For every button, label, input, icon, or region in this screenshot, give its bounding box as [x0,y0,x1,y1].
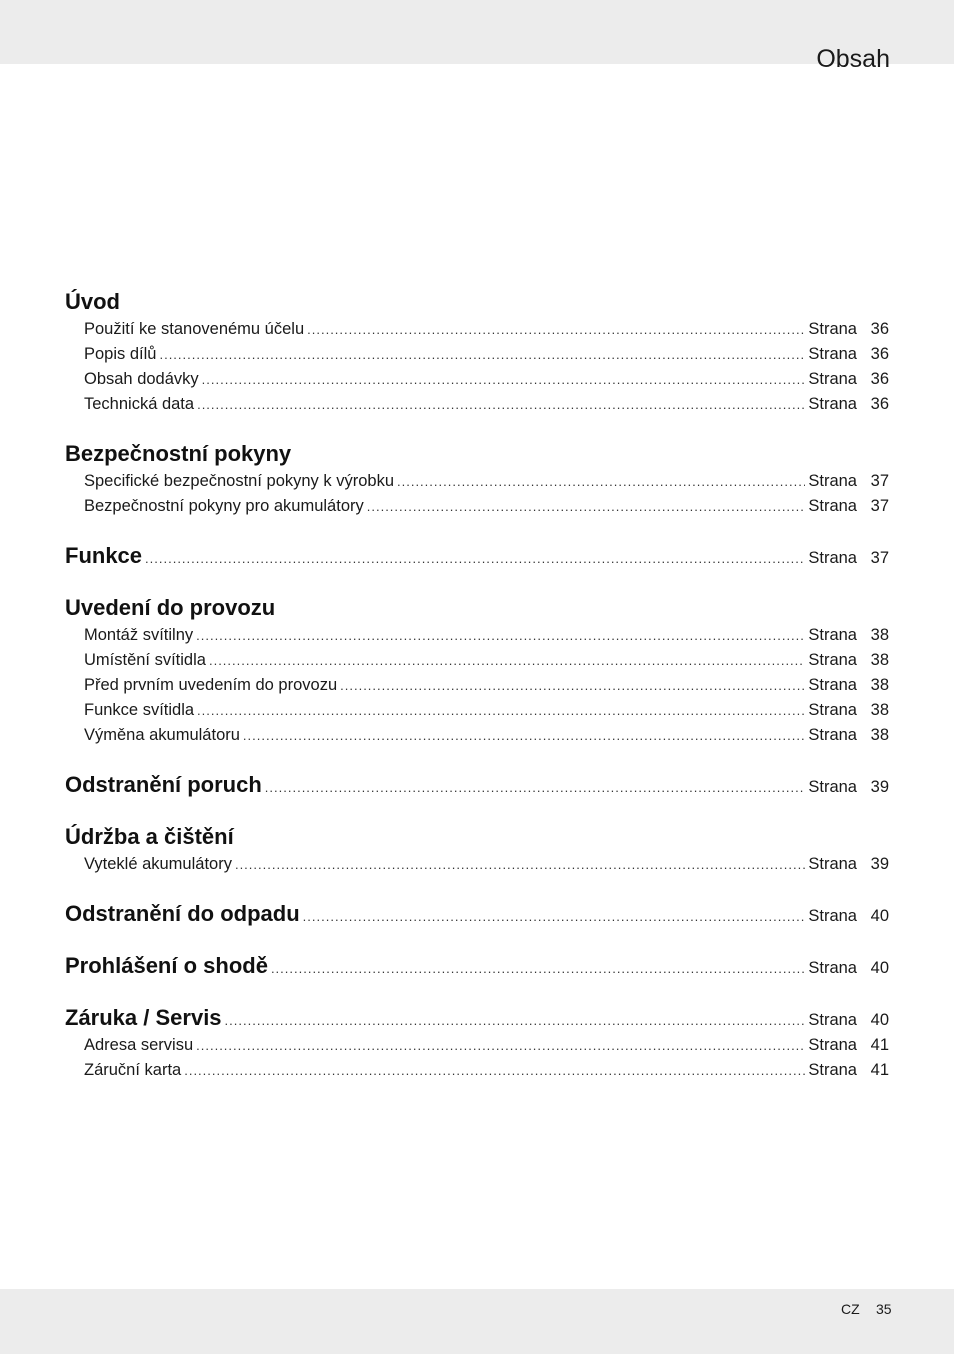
toc-page-number: 36 [870,320,889,338]
toc-dot-leader [271,954,805,984]
toc-section [65,770,889,800]
toc-section [65,593,889,748]
toc-dot-leader [145,544,805,574]
toc-dot-leader [209,648,805,673]
toc-heading-label: Odstranění poruch [65,772,262,797]
toc-heading-label: Uvedení do provozu [65,595,276,620]
toc-section [65,822,889,877]
toc-entry-label: Výměna akumulátoru [84,726,240,744]
toc-page-number: 36 [870,345,889,363]
toc-page-prefix: Strana [808,345,857,363]
toc-entry-label: Vyteklé akumulátory [84,855,232,873]
toc-heading[interactable] [65,770,889,800]
toc-dot-leader [202,367,806,392]
toc-entry-label: Technická data [84,395,195,413]
toc-page-number: 38 [870,651,889,669]
toc-page-prefix: Strana [808,497,857,515]
toc-section [65,899,889,929]
toc-page-prefix: Strana [808,370,857,388]
toc-page-prefix: Strana [808,1061,857,1079]
toc-dot-leader [197,392,805,417]
toc-dot-leader [265,773,806,803]
toc-heading[interactable] [65,541,889,571]
toc-page-prefix: Strana [808,855,857,873]
toc-page-prefix: Strana [808,701,857,719]
toc-section [65,287,889,417]
toc-dot-leader [303,902,806,932]
toc-page-number: 37 [870,549,889,567]
toc-entry-label: Bezpečnostní pokyny pro akumulátory [84,497,364,515]
footer-band [0,1289,954,1354]
toc-heading[interactable] [65,899,889,929]
toc-entry-label: Specifické bezpečnostní pokyny k výrobku [84,472,394,490]
toc-entry[interactable] [65,673,889,698]
table-of-contents [65,287,889,1105]
toc-entry-label: Funkce svítidla [84,701,195,719]
toc-entry-label: Montáž svítilny [84,626,194,644]
toc-entry[interactable] [65,317,889,342]
toc-page-number: 36 [870,370,889,388]
footer-language-code: CZ [841,1301,860,1317]
toc-heading-label: Úvod [65,289,120,314]
toc-page-prefix: Strana [808,549,857,567]
toc-entry[interactable] [65,494,889,519]
toc-heading[interactable] [65,951,889,981]
toc-page-number: 39 [870,855,889,873]
toc-page-number: 41 [870,1036,889,1054]
toc-page-number: 37 [870,497,889,515]
toc-page-prefix: Strana [808,676,857,694]
toc-heading[interactable] [65,822,889,852]
toc-page-prefix: Strana [808,726,857,744]
toc-section [65,1003,889,1083]
toc-dot-leader [184,1058,805,1083]
toc-entry[interactable] [65,648,889,673]
toc-heading[interactable] [65,439,889,469]
toc-dot-leader [397,469,805,494]
toc-page-prefix: Strana [808,959,857,977]
toc-section [65,439,889,519]
toc-heading[interactable] [65,593,889,623]
toc-page-prefix: Strana [808,320,857,338]
toc-dot-leader [159,342,805,367]
toc-heading-label: Záruka / Servis [65,1005,222,1030]
toc-heading-label: Funkce [65,543,143,568]
toc-section [65,951,889,981]
toc-dot-leader [196,623,805,648]
toc-page-number: 38 [870,626,889,644]
toc-heading-label: Prohlášení o shodě [65,953,268,978]
toc-entry[interactable] [65,342,889,367]
toc-heading[interactable] [65,287,889,317]
toc-entry[interactable] [65,392,889,417]
toc-page-prefix: Strana [808,651,857,669]
toc-page-prefix: Strana [808,778,857,796]
toc-dot-leader [307,317,805,342]
toc-entry-label: Obsah dodávky [84,370,199,388]
toc-dot-leader [235,852,805,877]
toc-entry-label: Adresa servisu [84,1036,194,1054]
toc-entry[interactable] [65,698,889,723]
toc-page-prefix: Strana [808,907,857,925]
toc-entry-label: Použití ke stanovenému účelu [84,320,305,338]
toc-heading-label: Údržba a čištění [65,824,234,849]
toc-entry[interactable] [65,367,889,392]
toc-page-number: 38 [870,676,889,694]
footer-page-number: 35 [876,1301,892,1317]
toc-dot-leader [243,723,805,748]
toc-dot-leader [340,673,805,698]
toc-heading-label: Bezpečnostní pokyny [65,441,292,466]
toc-page-prefix: Strana [808,472,857,490]
toc-entry[interactable] [65,852,889,877]
toc-entry[interactable] [65,1058,889,1083]
toc-entry-label: Umístění svítidla [84,651,206,669]
toc-page-number: 40 [870,907,889,925]
toc-page-prefix: Strana [808,1011,857,1029]
toc-entry[interactable] [65,1033,889,1058]
toc-page-prefix: Strana [808,626,857,644]
page-title: Obsah [816,44,890,73]
toc-entry[interactable] [65,469,889,494]
toc-entry-label: Záruční karta [84,1061,182,1079]
toc-entry-label: Popis dílů [84,345,157,363]
header-band [0,0,954,64]
toc-page-number: 41 [870,1061,889,1079]
toc-entry-label: Před prvním uvedením do provozu [84,676,338,694]
toc-dot-leader [367,494,806,519]
toc-page-number: 39 [870,778,889,796]
toc-page-number: 38 [870,701,889,719]
toc-entry[interactable] [65,623,889,648]
toc-section [65,541,889,571]
toc-entry[interactable] [65,723,889,748]
toc-dot-leader [196,1033,805,1058]
toc-page-number: 37 [870,472,889,490]
toc-dot-leader [225,1006,806,1036]
toc-dot-leader [197,698,805,723]
toc-page-number: 40 [870,1011,889,1029]
toc-heading-label: Odstranění do odpadu [65,901,300,926]
toc-page-number: 38 [870,726,889,744]
toc-page-prefix: Strana [808,395,857,413]
toc-heading[interactable] [65,1003,889,1033]
toc-page-number: 36 [870,395,889,413]
toc-page-prefix: Strana [808,1036,857,1054]
toc-page-number: 40 [870,959,889,977]
